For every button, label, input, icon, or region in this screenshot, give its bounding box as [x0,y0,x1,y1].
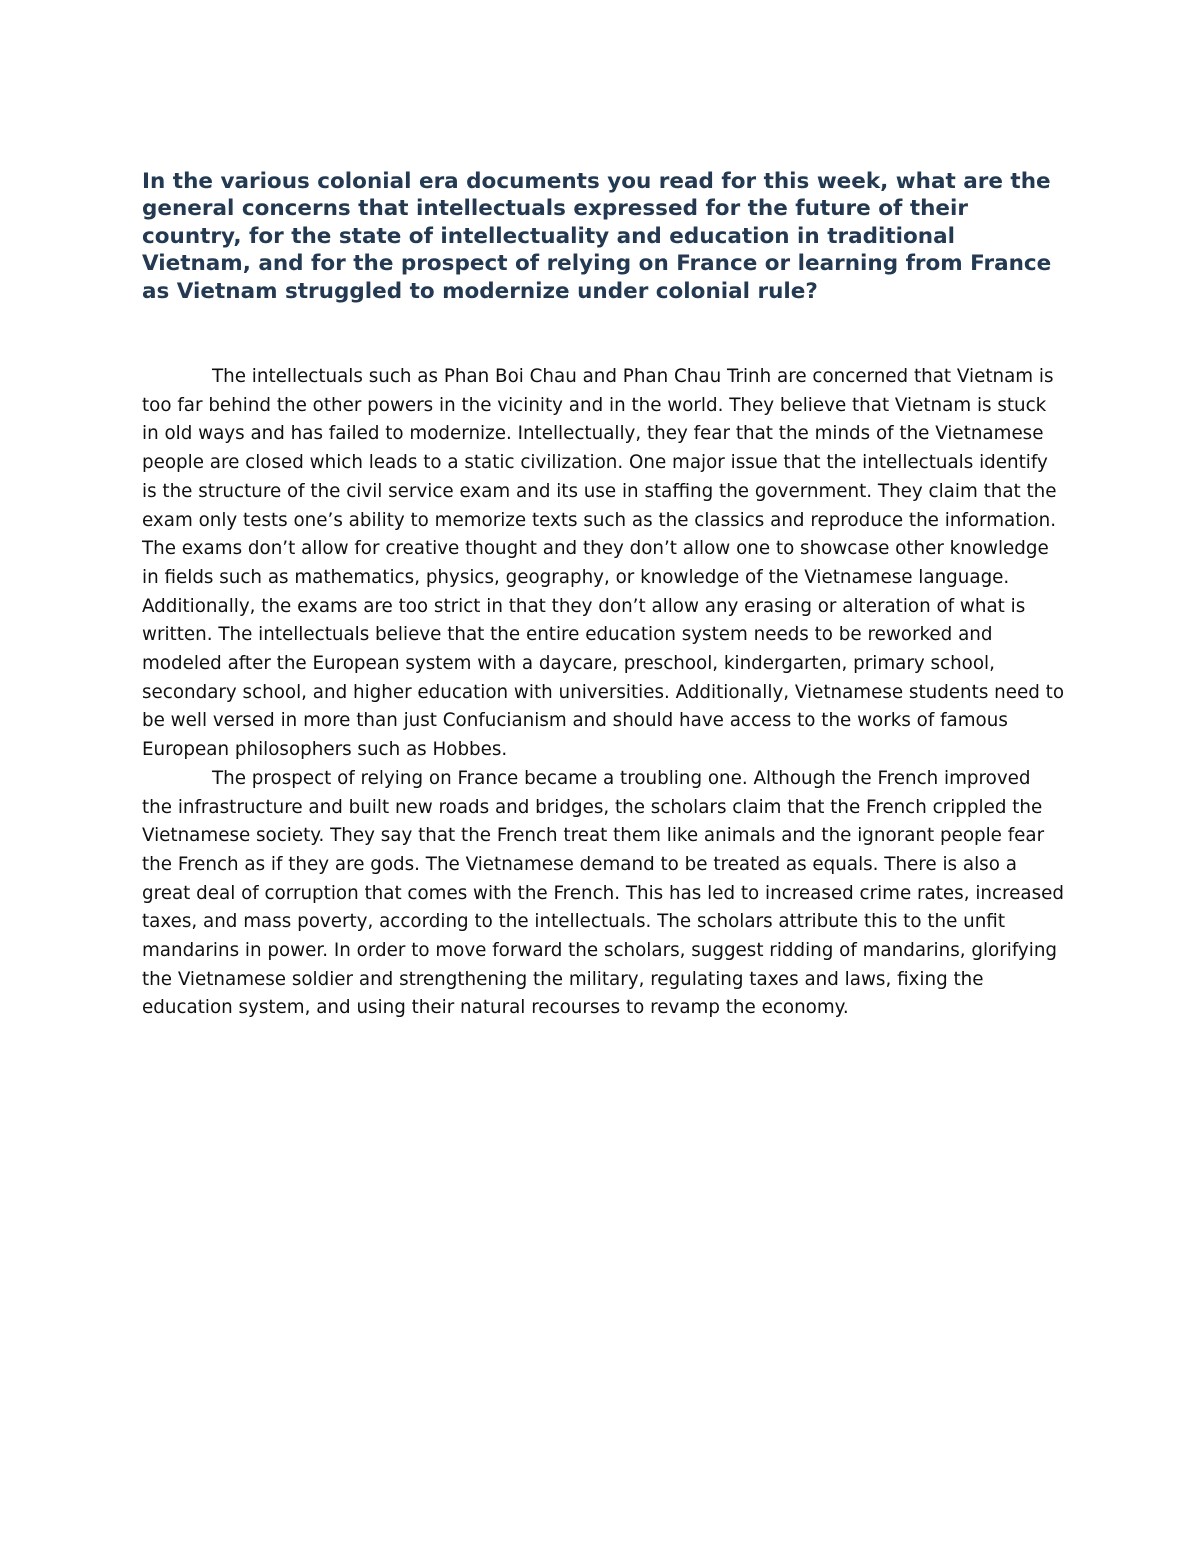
answer-body [142,363,1064,1023]
body-paragraph-1: The intellectuals such as Phan Boi Chau and Phan Chau Trinh are concerned that Vietnam is too far behind the other powers in the vicinity and in the world. They believe that Vietnam is stuck in old ways and has failed to modernize. Intellectually, they fear that the minds of the Vietnamese people are closed which leads to a static civilization. One major issue that the intellectuals identify is the structure of the civil service exam and its use in staffing the government. They claim that the exam only tests one’s ability to memorize texts such as the classics and reproduce the information. The exams don’t allow for creative thought and they don’t allow one to showcase other knowledge in fields such as mathematics, physics, geography, or knowledge of the Vietnamese language. Additionally, the exams are too strict in that they don’t allow any erasing or alteration of what is written. The intellectuals believe that the entire education system needs to be reworked and modeled after the European system with a daycare, preschool, kindergarten, primary school, secondary school, and higher education with universities. Additionally, Vietnamese students need to be well versed in more than just Confucianism and should have access to the works of famous European philosophers such as Hobbes. [142,366,1064,761]
question-heading: In the various colonial era documents you read for this week, what are the general concerns that intellectuals expressed for the future of their country, for the state of intellectuality and education in traditional Vietnam, and for the prospect of relying on France or learning from France as Vietnam struggled to modernize under colonial rule? [142,169,1052,304]
body-paragraph-2: The prospect of relying on France became a troubling one. Although the French improved the infrastructure and built new roads and bridges, the scholars claim that the French crippled the Vietnamese society. They say that the French treat them like animals and the ignorant people fear the French as if they are gods. The Vietnamese demand to be treated as equals. There is also a great deal of corruption that comes with the French. This has led to increased crime rates, increased taxes, and mass poverty, according to the intellectuals. The scholars attribute this to the unfit mandarins in power. In order to move forward the scholars, suggest ridding of mandarins, glorifying the Vietnamese soldier and strengthening the military, regulating taxes and laws, fixing the education system, and using their natural recourses to revamp the economy. [142,767,1064,1019]
